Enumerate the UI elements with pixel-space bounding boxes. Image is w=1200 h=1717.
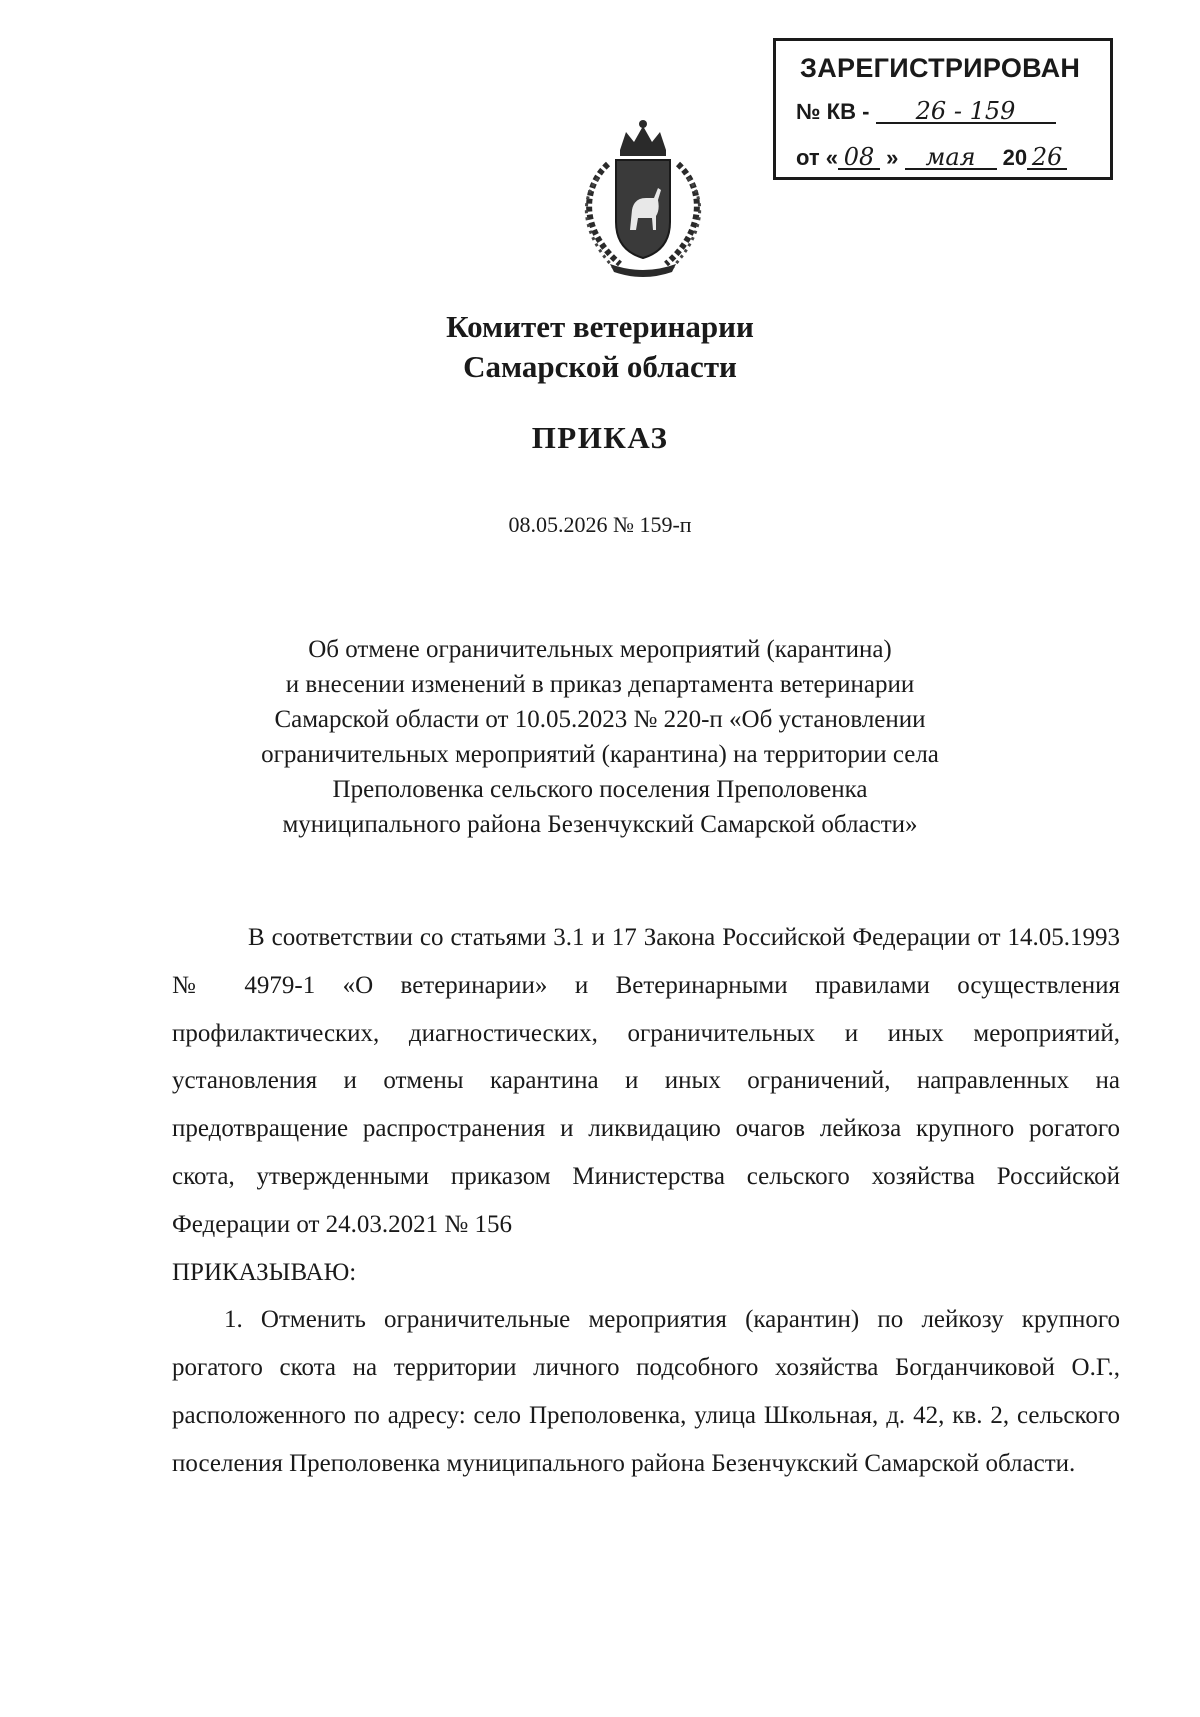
order-item-1: 1. Отменить ограничительные мероприятия (карантин) по лейкозу крупного рогатого скота на территории личного подсобного хозяйства Богданчиковой О.Г., расположенного по адресу: село Преполовенка, улица Школьная, д. 42, кв. 2, сельского поселения Преполовенка муниципального района Безенчукский Самарской области. — [172, 1306, 1120, 1477]
title-line: муниципального района Безенчукский Самарской области» — [282, 811, 918, 838]
title-line: Самарской области от 10.05.2023 № 220-п «Об установлении — [274, 706, 926, 733]
stamp-number-label: № КВ - — [796, 99, 870, 124]
document-body — [172, 914, 1120, 1488]
order-word: ПРИКАЗЫВАЮ: — [172, 1258, 357, 1286]
stamp-date-mid: » — [886, 145, 899, 170]
title-line: Об отмене ограничительных мероприятий (карантина) — [308, 636, 892, 663]
stamp-title: ЗАРЕГИСТРИРОВАН — [800, 53, 1081, 83]
registration-stamp — [773, 38, 1113, 180]
stamp-date-line — [796, 145, 1067, 171]
preamble-paragraph: В соответствии со статьями 3.1 и 17 Закона Российской Федерации от 14.05.1993 № 4979-1 «О ветеринарии» и Ветеринарными правилами осуществления профилактических, диагностических, ограничительных и иных мероприятий, установления и отмены карантина и иных ограничений, направленных на предотвращение распространения и ликвидацию очагов лейкоза крупного рогатого скота, утвержденными приказом Министерства сельского хозяйства Российской Федерации от 24.03.2021 № 156 — [172, 924, 1120, 1238]
stamp-date-day: 08 — [838, 146, 880, 170]
stamp-date-month: мая — [905, 146, 997, 170]
title-line: Преполовенка сельского поселения Преполовенка — [332, 776, 868, 803]
stamp-number-line — [796, 99, 1056, 125]
document-type: ПРИКАЗ — [531, 420, 669, 455]
organization-line-1: Комитет ветеринарии — [446, 309, 754, 344]
organization-line-2: Самарской области — [463, 349, 737, 384]
document-date-number: 08.05.2026 № 159-п — [508, 512, 692, 537]
stamp-number-value: 26 - 159 — [876, 100, 1056, 124]
organization-name — [0, 307, 1200, 387]
title-line: и внесении изменений в приказ департамента ветеринарии — [285, 671, 915, 698]
title-line: ограничительных мероприятий (карантина) на территории села — [261, 741, 939, 768]
stamp-date-label: от « — [796, 145, 839, 170]
document-title — [0, 632, 1200, 842]
samara-coat-of-arms-icon — [568, 118, 718, 278]
stamp-year-suffix: 26 — [1027, 146, 1067, 170]
stamp-year-prefix: 20 — [1002, 145, 1028, 170]
